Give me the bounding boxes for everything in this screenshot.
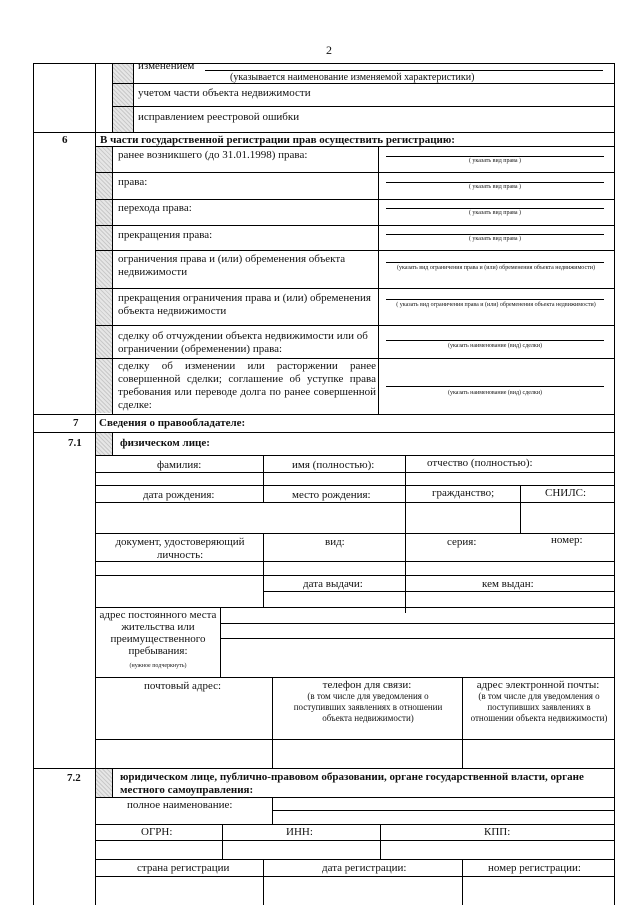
s6-row3-hint: ( указать вид права ) xyxy=(468,210,522,216)
birth-date-label: дата рождения: xyxy=(143,489,215,501)
s6-row7-hint: (указать наименование (вид) сделки) xyxy=(447,343,543,349)
row-line xyxy=(95,533,615,534)
table-left-border xyxy=(33,63,34,905)
name-label: имя (полностью): xyxy=(292,459,375,471)
row-line xyxy=(95,485,615,486)
row-line xyxy=(95,561,615,562)
row-line xyxy=(95,472,615,473)
change-label: изменением xyxy=(138,60,195,72)
row-line xyxy=(220,623,615,624)
section7-title: Сведения о правообладателе: xyxy=(99,417,246,429)
s6-row5-label: ограничения права и (или) обременения объекта недвижимости xyxy=(118,253,346,278)
row-line xyxy=(33,432,615,433)
checkbox-column xyxy=(96,147,112,413)
col-divider xyxy=(263,533,264,608)
hint-divider xyxy=(378,146,379,414)
change-hint: (указывается наименование изменяемой характеристики) xyxy=(230,72,475,83)
row-line xyxy=(33,414,615,415)
s6-row1-label: ранее возникшего (до 31.01.1998) права: xyxy=(118,149,308,161)
section7-num: 7 xyxy=(73,417,79,429)
s6-row6-label: прекращения ограничения права и (или) обременения объекта недвижимости xyxy=(118,292,371,317)
email-hint: (в том числе для уведомления о поступивших заявлениях в отношении объекта недвижимости) xyxy=(470,691,608,723)
row-line xyxy=(95,199,615,200)
section6-title: В части государственной регистрации прав осуществить регистрацию: xyxy=(100,134,455,146)
col-divider xyxy=(263,455,264,503)
inner-divider xyxy=(133,63,134,133)
row-line xyxy=(112,106,615,107)
row-line xyxy=(33,768,615,769)
row-line xyxy=(95,146,615,147)
row-line xyxy=(95,455,615,456)
s6-row2-hint: ( указать вид права ) xyxy=(468,184,522,190)
number-label: номер: xyxy=(551,534,583,546)
ogrn-label: ОГРН: xyxy=(141,826,173,838)
row-line xyxy=(95,840,615,841)
col-divider xyxy=(263,859,264,905)
section71-num: 7.1 xyxy=(68,437,82,449)
email-label: адрес электронной почты: xyxy=(476,679,600,691)
col-divider xyxy=(520,485,521,533)
inner-divider xyxy=(112,768,113,798)
row-line xyxy=(95,607,615,608)
row-line xyxy=(33,132,615,133)
s6-row1-hint: ( указать вид права ) xyxy=(468,158,522,164)
part-label: учетом части объекта недвижимости xyxy=(138,87,311,99)
section71-title: физическом лице: xyxy=(120,437,210,449)
s6-row5-hint: (указать вид ограничения права и (или) обременения объекта недвижимости) xyxy=(397,265,595,271)
row-line xyxy=(95,876,615,877)
row-line xyxy=(95,739,615,740)
col-divider xyxy=(220,607,221,677)
section72-num: 7.2 xyxy=(67,772,81,784)
citizenship-label: гражданство; xyxy=(432,487,495,499)
col-divider xyxy=(462,859,463,905)
series-label: серия: xyxy=(447,536,477,548)
col-divider xyxy=(405,455,406,613)
snils-label: СНИЛС: xyxy=(545,487,587,499)
birth-place-label: место рождения: xyxy=(292,489,371,501)
reg-number-label: номер регистрации: xyxy=(488,862,581,874)
full-name-label: полное наименование: xyxy=(127,799,233,811)
page-number: 2 xyxy=(326,43,332,57)
issue-date-label: дата выдачи: xyxy=(303,578,363,590)
phone-hint: (в том числе для уведомления о поступивших заявлениях в отношении объекта недвижимости) xyxy=(293,691,443,723)
col-divider xyxy=(222,824,223,859)
s6-row4-hint: ( указать вид права ) xyxy=(468,236,522,242)
row-line xyxy=(95,502,615,503)
reg-date-label: дата регистрации: xyxy=(322,862,407,874)
residence-hint: (нужное подчеркнуть) xyxy=(129,663,187,669)
s6-row7-label: сделку об отчуждении объекта недвижимости или об ограничении (обременении) права: xyxy=(118,330,368,355)
row-line xyxy=(263,591,615,592)
section6-num: 6 xyxy=(62,134,68,146)
row-line xyxy=(95,575,615,576)
s6-row8-hint: (указать наименование (вид) сделки) xyxy=(447,390,543,396)
row-line xyxy=(95,358,615,359)
postal-label: почтовый адрес: xyxy=(144,680,222,692)
s6-row4-label: прекращения права: xyxy=(118,229,213,241)
s6-row2-label: права: xyxy=(118,176,148,188)
inner-divider xyxy=(112,146,113,414)
row-line xyxy=(95,250,615,251)
row-line xyxy=(95,325,615,326)
kind-label: вид: xyxy=(325,536,345,548)
col-divider xyxy=(380,824,381,859)
patronymic-label: отчество (полностью): xyxy=(427,457,533,469)
kpp-label: КПП: xyxy=(484,826,511,838)
s6-row3-label: перехода права: xyxy=(118,202,192,214)
checkbox-72[interactable] xyxy=(96,769,112,797)
hint-underline xyxy=(386,386,604,387)
hint-underline xyxy=(386,340,604,341)
row-line xyxy=(95,288,615,289)
row-line xyxy=(95,824,615,825)
row-line xyxy=(95,859,615,860)
id-doc-label: документ, удостоверяющий личность: xyxy=(115,536,245,561)
phone-label: телефон для связи: xyxy=(322,679,412,691)
row-line xyxy=(272,810,615,811)
s6-row6-hint: ( указать вид ограничения права и (или) обременения объекта недвижимости) xyxy=(396,302,596,308)
row-line xyxy=(95,797,615,798)
row-line xyxy=(95,225,615,226)
table-right-border xyxy=(614,63,615,905)
checkbox-71[interactable] xyxy=(96,433,112,455)
checkbox-column xyxy=(113,64,133,132)
inn-label: ИНН: xyxy=(286,826,313,838)
issued-by-label: кем выдан: xyxy=(482,578,534,590)
inner-divider xyxy=(112,432,113,455)
surname-label: фамилия: xyxy=(157,459,202,471)
row-line xyxy=(220,638,615,639)
residence-label: адрес постоянного места жительства или преимущественного пребывания: xyxy=(99,609,217,657)
country-label: страна регистрации xyxy=(137,862,230,874)
row-line xyxy=(95,172,615,173)
s6-row8-label: сделку об изменении или расторжении ранее совершенной сделки; соглашение об уступке права требования или переводе долга по ранее совершенной сделке: xyxy=(118,360,376,411)
section72-title: юридическом лице, публично-правовом образовании, органе государственной власти, органе местного самоуправления: xyxy=(120,771,584,796)
fix-label: исправлением реестровой ошибки xyxy=(138,111,300,123)
row-line xyxy=(95,677,615,678)
